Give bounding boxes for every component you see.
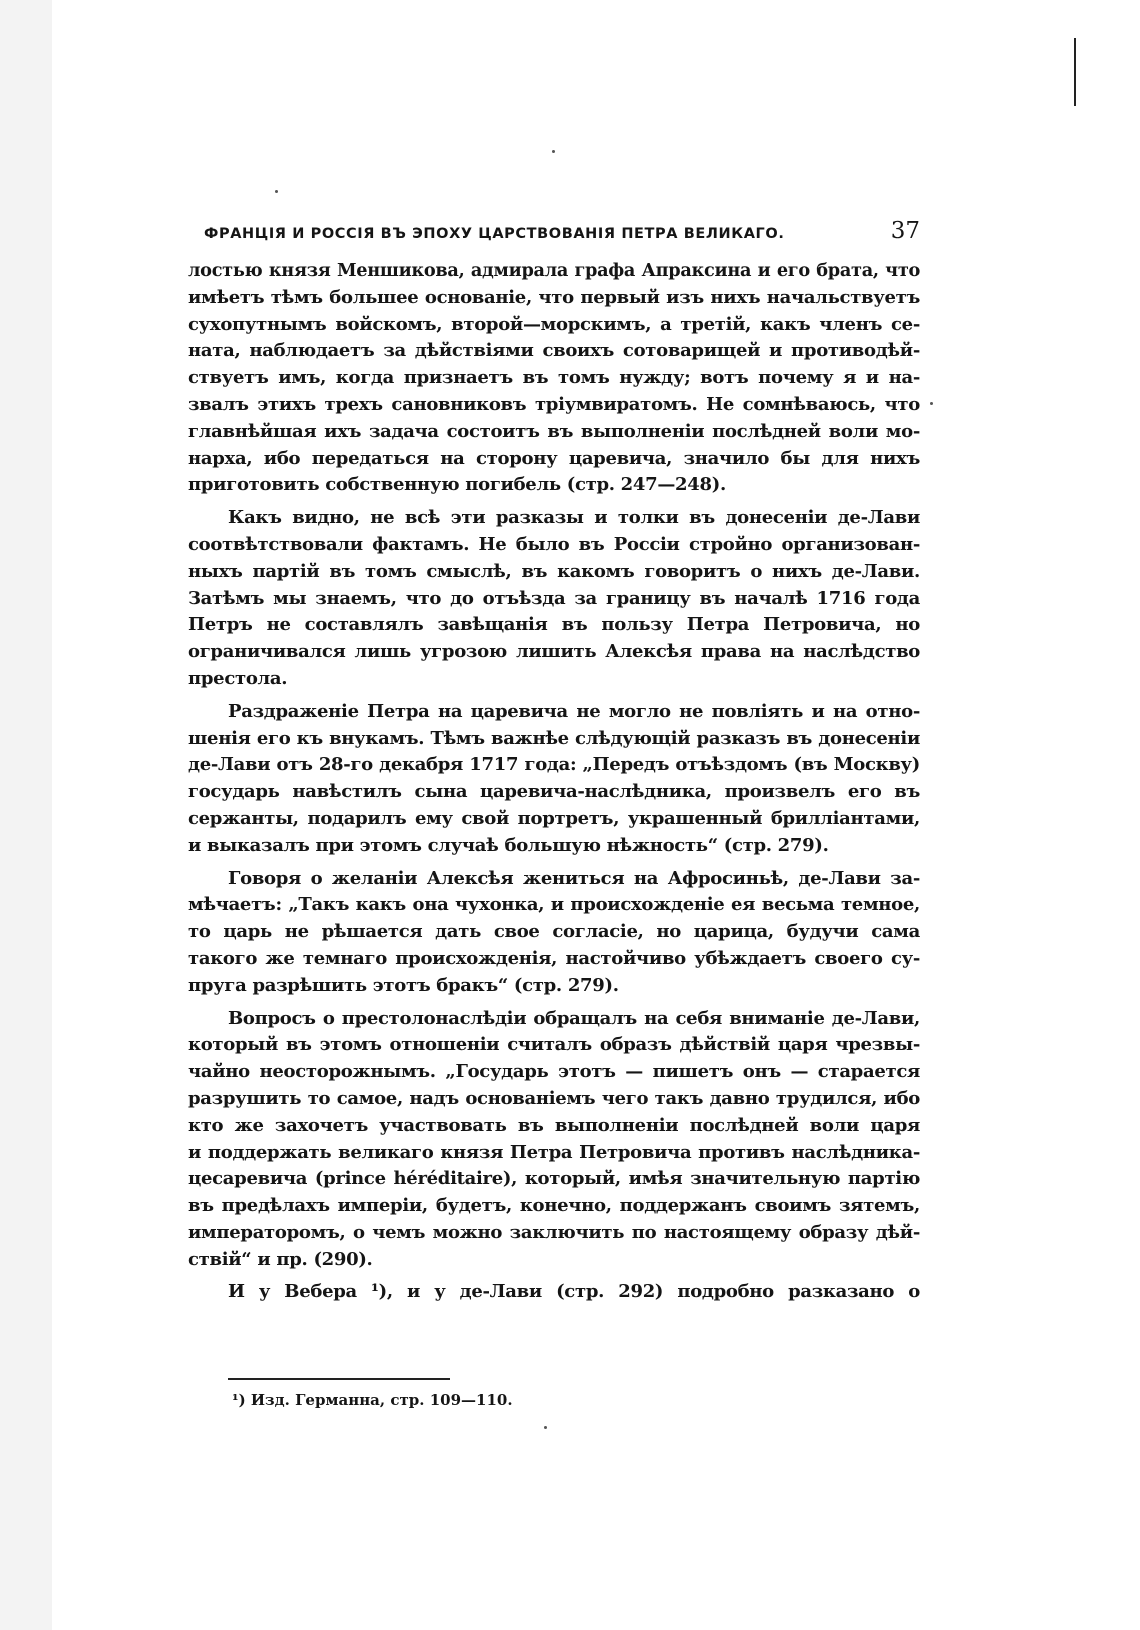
text-line: мѣчаетъ: „Такъ какъ она чухонка, и происхожденіе ея весьма темное, [188, 894, 920, 916]
text-line: сержанты, подарилъ ему свой портретъ, украшенный брилліантами, [188, 807, 920, 829]
paragraph [188, 505, 920, 693]
text-line: и поддержать великаго князя Петра Петровича противъ наслѣдника- [188, 1141, 920, 1163]
paragraph [188, 1279, 920, 1306]
running-head [204, 218, 920, 248]
paragraph [188, 1006, 920, 1274]
text-line: государь навѣстилъ сына царевича-наслѣдника, произвелъ его въ [188, 781, 920, 803]
text-line: Раздраженіе Петра на царевича не могло не повліять и на отно- [228, 700, 920, 722]
text-line: императоромъ, о чемъ можно заключить по настоящему образу дѣй- [188, 1221, 920, 1243]
text-line: который въ этомъ отношеніи считалъ образъ дѣйствій царя чрезвы- [188, 1034, 920, 1056]
text-line: соотвѣтствовали фактамъ. Не было въ Россіи стройно организован- [188, 533, 920, 555]
text-line: ствуетъ имъ, когда признаетъ въ томъ нужду; вотъ почему я и на- [188, 367, 920, 389]
text-line: Говоря о желаніи Алексѣя жениться на Афросиньѣ, де-Лави за- [228, 867, 920, 889]
text-line: пруга разрѣшить этотъ бракъ“ (стр. 279). [188, 974, 619, 996]
text-line: сухопутнымъ войскомъ, второй—морскимъ, а третій, какъ членъ се- [188, 313, 920, 335]
footnote-rule [228, 1378, 450, 1380]
text-line: имѣетъ тѣмъ большее основаніе, что первый изъ нихъ начальствуетъ [188, 286, 920, 308]
speck [275, 190, 278, 193]
text-line: въ предѣлахъ имперіи, будетъ, конечно, поддержанъ своимъ зятемъ, [188, 1195, 920, 1217]
text-line: то царь не рѣшается дать свое согласіе, но царица, будучи сама [188, 921, 920, 943]
speck [544, 1426, 547, 1429]
text-line: шенія его къ внукамъ. Тѣмъ важнѣе слѣдующій разказъ въ донесеніи [188, 727, 920, 749]
body-text [188, 258, 920, 1312]
footnote: ¹) Изд. Германна, стр. 109—110. [232, 1391, 513, 1409]
text-line: главнѣйшая ихъ задача состоитъ въ выполненіи послѣдней воли мо- [188, 420, 920, 442]
text-line: цесаревича (prince héréditaire), который, имѣя значительную партію [188, 1168, 920, 1190]
text-line: разрушить то самое, надъ основаніемъ чего такъ давно трудился, ибо [188, 1087, 920, 1109]
text-line: звалъ этихъ трехъ сановниковъ тріумвиратомъ. Не сомнѣваюсь, что [188, 393, 920, 415]
text-line: де-Лави отъ 28-го декабря 1717 года: „Передъ отъѣздомъ (въ Москву) [188, 754, 920, 776]
speck [930, 402, 933, 405]
paragraph [188, 699, 920, 860]
text-line: Петръ не составлялъ завѣщанія въ пользу Петра Петровича, но [188, 614, 920, 636]
text-line: и выказалъ при этомъ случаѣ большую нѣжность“ (стр. 279). [188, 834, 829, 856]
text-line: такого же темнаго происхожденія, настойчиво убѣждаетъ своего су- [188, 947, 920, 969]
page-number: 37 [890, 218, 920, 244]
text-line: ограничивался лишь угрозою лишить Алексѣя права на наслѣдство [188, 641, 920, 663]
text-line: ствій“ и пр. (290). [188, 1248, 373, 1270]
text-line: ныхъ партій въ томъ смыслѣ, въ какомъ говоритъ о нихъ де-Лави. [188, 560, 920, 582]
text-line: престола. [188, 667, 288, 689]
text-line: нарха, ибо передаться на сторону царевича, значило бы для нихъ [188, 447, 920, 469]
text-line: И у Вебера ¹), и у де-Лави (стр. 292) подробно разказано о [228, 1281, 920, 1303]
text-line: Затѣмъ мы знаемъ, что до отъѣзда за границу въ началѣ 1716 года [188, 587, 920, 609]
text-line: кто же захочетъ участвовать въ выполненіи послѣдней воли царя [188, 1114, 920, 1136]
text-line: Какъ видно, не всѣ эти разказы и толки въ донесеніи де-Лави [228, 507, 920, 529]
paragraph [188, 866, 920, 1000]
paragraph [188, 258, 920, 499]
page-edge-shadow [0, 0, 52, 1630]
text-line: Вопросъ о престолонаслѣдіи обращалъ на себя вниманіе де-Лави, [228, 1007, 920, 1029]
text-line: лостью князя Меншикова, адмирала графа Апраксина и его брата, что [188, 260, 920, 281]
text-line: ната, наблюдаетъ за дѣйствіями своихъ сотоварищей и противодѣй- [188, 340, 920, 362]
text-line: чайно неосторожнымъ. „Государь этотъ — пишетъ онъ — старается [188, 1061, 920, 1083]
running-title: ФРАНЦІЯ И РОССІЯ ВЪ ЭПОХУ ЦАРСТВОВАНІЯ ПЕТРА ВЕЛИКАГО. [204, 226, 785, 242]
text-line: приготовить собственную погибель (стр. 247—248). [188, 474, 726, 496]
speck [552, 150, 555, 153]
gutter-line [1074, 38, 1076, 106]
